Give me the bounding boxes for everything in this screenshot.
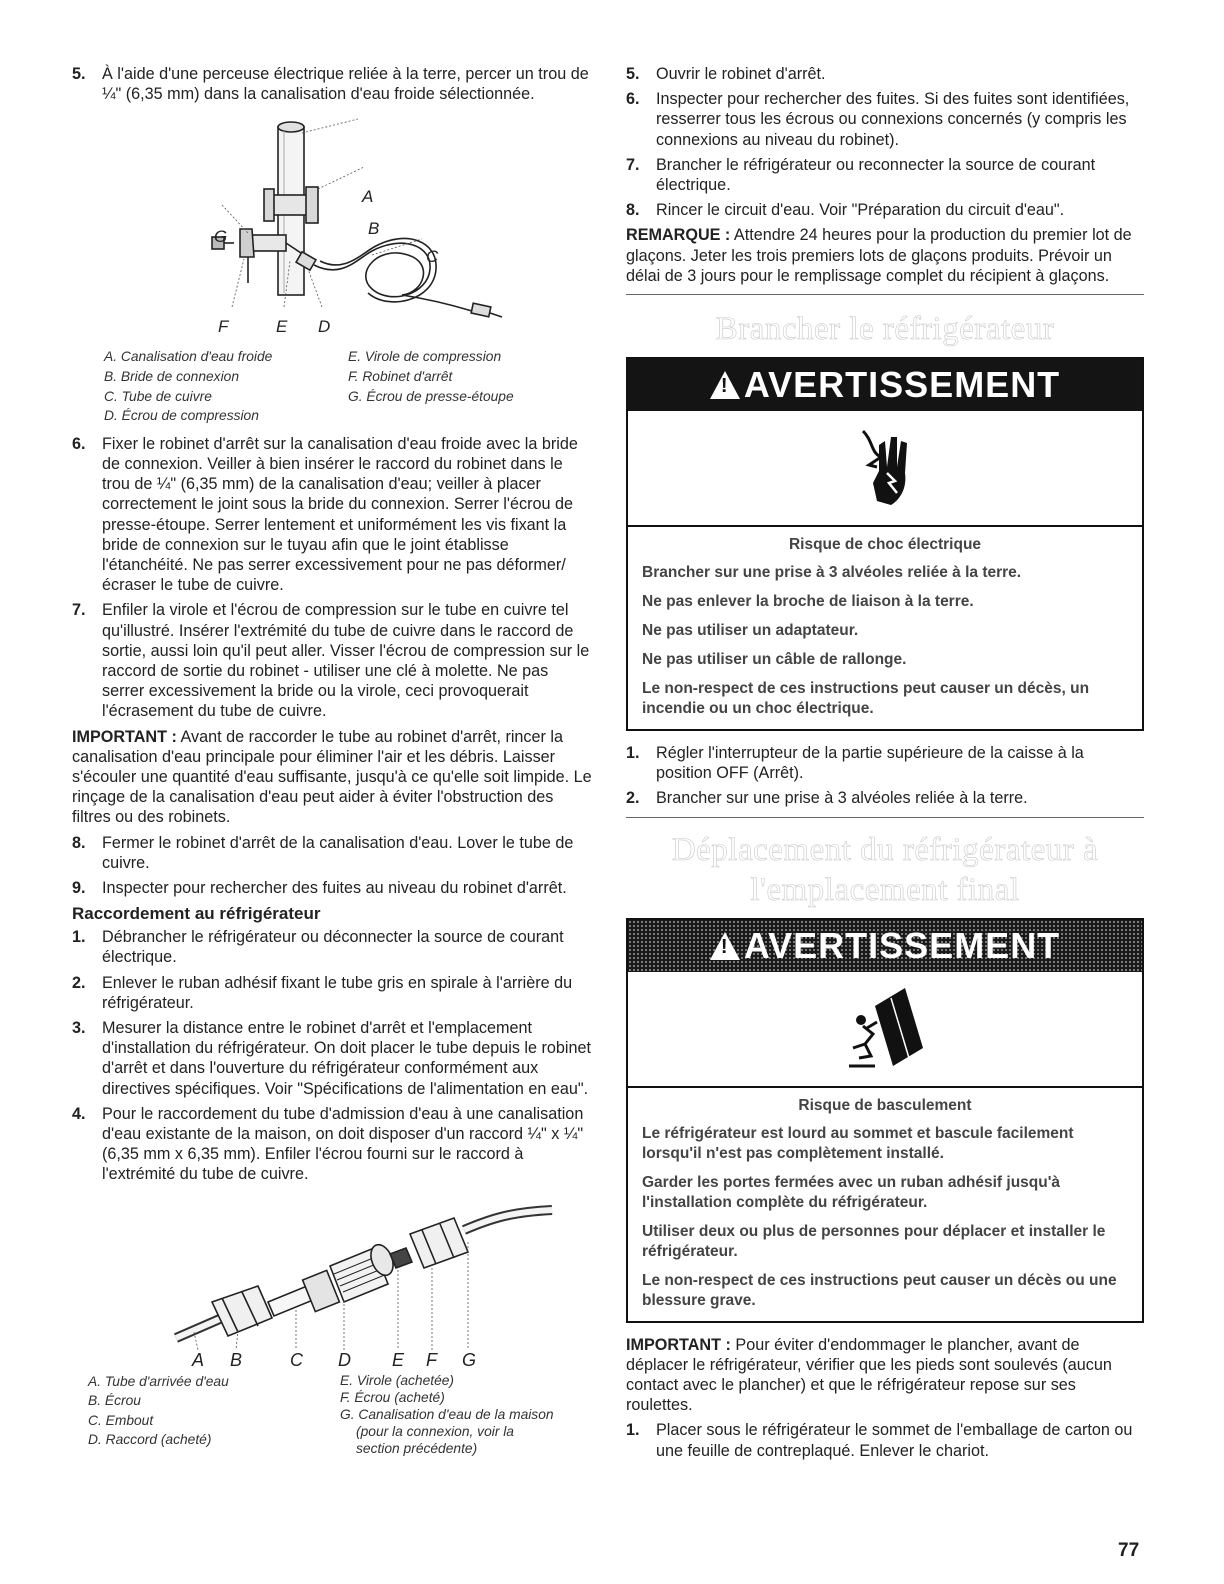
warning-box-tip-over (626, 918, 1144, 1323)
legend-item: E. Virole de compression (348, 349, 502, 365)
warning-triangle-icon (710, 371, 740, 399)
callout-d: D (318, 317, 331, 337)
warning-box-electric-shock (626, 357, 1144, 731)
remarque-label: REMARQUE : (626, 226, 731, 245)
legend-item: A. Canalisation d'eau froide (104, 349, 273, 365)
callout-d: D (338, 1349, 351, 1370)
step-text: Placer sous le réfrigérateur le sommet de l'emballage de carton ou une feuille de contreplaqué. Enlever le chariot. (656, 1421, 1133, 1460)
step-text: Fermer le robinet d'arrêt de la canalisation d'eau. Lover le tube de cuivre. (102, 833, 574, 872)
important-text: Avant de raccorder le tube au robinet d'arrêt, rincer la canalisation d'eau principale pour éliminer l'air et les débris. Laisser s'écouler une quantité d'eau suffisante, jusqu'à ce qu'elle soit limpide. Le rinçage de la canalisation d'eau peut aider à éviter l'obstruction des filtres ou des robinets. (72, 727, 592, 827)
callout-a: A (362, 187, 374, 207)
legend-item: C. Tube de cuivre (104, 388, 212, 404)
legend-item: B. Bride de connexion (104, 369, 239, 384)
warning-title: Risque de basculement (798, 1096, 972, 1114)
step-number: 1. (626, 744, 640, 763)
figure-1-legend (104, 347, 592, 425)
legend-item: A. Tube d'arrivée d'eau (88, 1373, 229, 1389)
step-text: Rincer le circuit d'eau. Voir "Préparation du circuit d'eau". (656, 201, 1065, 220)
warning-body (628, 527, 1142, 729)
fitting-illustration (72, 1190, 592, 1368)
step-number: 2. (72, 973, 86, 992)
step-number: 5. (626, 65, 640, 83)
important-note (72, 727, 592, 828)
step-text: Brancher le réfrigérateur ou reconnecter la source de courant électrique. (656, 155, 1096, 195)
legend-item: C. Embout (88, 1412, 154, 1428)
legend-item: section précédente) (356, 1440, 478, 1456)
warning-body (628, 1088, 1142, 1321)
step-number: 1. (72, 928, 86, 947)
step-7 (72, 600, 592, 721)
section-title-line: Déplacement du réfrigérateur à (671, 831, 1099, 868)
warning-title: Risque de choc électrique (788, 536, 982, 554)
step-number: 7. (72, 601, 86, 620)
important-label: IMPORTANT : (72, 727, 177, 746)
connect-step-3 (72, 1018, 592, 1099)
subsection-heading: Raccordement au réfrigérateur (72, 904, 321, 924)
step-number: 4. (72, 1104, 86, 1123)
step-number: 6. (72, 434, 86, 453)
section-divider (626, 294, 1144, 295)
step-number: 1. (626, 1421, 640, 1440)
step-text: Ouvrir le robinet d'arrêt. (656, 65, 826, 83)
step-text: À l'aide d'une perceuse électrique reliée à la terre, percer un trou de ¼" (6,35 mm) dans la canalisation d'eau froide sélectionnée. (102, 65, 589, 104)
callout-e: E (392, 1349, 405, 1370)
step-7 (626, 155, 1144, 195)
callout-b: B (368, 219, 380, 239)
warning-icon-area (628, 972, 1142, 1088)
warning-triangle-icon (710, 932, 740, 960)
warning-icon-area (628, 411, 1142, 527)
important-label: IMPORTANT : (626, 1335, 731, 1354)
step-number: 7. (626, 155, 640, 174)
warning-line: Le non-respect de ces instructions peut causer un décès, un incendie ou un choc électrique. (642, 680, 1090, 718)
fitting-figure (72, 1190, 592, 1368)
legend-item: G. Écrou de presse-étoupe (348, 388, 514, 404)
warning-line: Le réfrigérateur est lourd au sommet et bascule facilement lorsqu'il n'est pas complètement installé. (642, 1124, 1074, 1162)
warning-line: Ne pas utiliser un adaptateur. (642, 622, 859, 640)
step-number: 6. (626, 90, 640, 109)
step-text: Brancher sur une prise à 3 alvéoles reliée à la terre. (656, 789, 1028, 808)
step-text: Enlever le ruban adhésif fixant le tube gris en spirale à l'arrière du réfrigérateur. (102, 973, 573, 1012)
warning-line: Le non-respect de ces instructions peut causer un décès ou une blessure grave. (642, 1271, 1117, 1309)
callout-e: E (276, 317, 288, 337)
step-5 (72, 64, 592, 104)
step-8 (72, 833, 592, 873)
step-text: Fixer le robinet d'arrêt sur la canalisation d'eau froide avec la bride de connexion. Veiller à bien insérer le raccord du robinet dans le trou de ¼" (6,35 mm) de la canalisation d'eau; veiller à placer correctement le joint sous la bride du connexion. Serrer l'écrou de presse-étoupe. Serrer lentement et uniformément les vis fixant la bride de connexion sur le tuyau afin que le joint établisse l'étanchéité. Ne pas serrer excessivement pour ne pas déformer/écraser le tube de cuivre. (102, 434, 578, 595)
shutoff-valve-figure (72, 109, 592, 347)
right-column (626, 64, 1144, 1466)
connect-step-4 (72, 1104, 592, 1185)
shutoff-valve-illustration (72, 109, 592, 347)
warning-heading: AVERTISSEMENT (743, 364, 1061, 406)
legend-item: D. Raccord (acheté) (88, 1432, 212, 1448)
step-text: Inspecter pour rechercher des fuites au niveau du robinet d'arrêt. (102, 879, 567, 898)
step-number: 8. (72, 833, 86, 852)
left-column (72, 64, 592, 1457)
step-text: Mesurer la distance entre le robinet d'arrêt et l'emplacement d'installation du réfrigérateur. On doit placer le tube depuis le robinet d'arrêt et dans l'ouverture du réfrigérateur conformément aux directives spécifiques. Voir "Spécifications de l'alimentation en eau". (102, 1019, 592, 1098)
callout-f: F (218, 317, 229, 337)
warning-line: Garder les portes fermées avec un ruban adhésif jusqu'à l'installation complète du réfrigérateur. (642, 1173, 1061, 1211)
legend-col-left (104, 347, 348, 425)
legend-item: (pour la connexion, voir la (356, 1423, 514, 1439)
legend-item: D. Écrou de compression (104, 408, 259, 424)
step-number: 2. (626, 789, 640, 808)
warning-line: Brancher sur une prise à 3 alvéoles reliée à la terre. (642, 564, 1022, 582)
step-number: 8. (626, 201, 640, 220)
legend-item: F. Écrou (acheté) (340, 1389, 445, 1405)
step-6 (72, 434, 592, 596)
callout-f: F (426, 1349, 437, 1370)
step-6 (626, 89, 1144, 150)
step-8 (626, 200, 1144, 220)
step-text: Pour le raccordement du tube d'admission d'eau à une canalisation d'eau existante de la maison, on doit disposer d'un raccord ¼" x ¼" (6,35 mm x 6,35 mm). Enfiler l'écrou fourni sur le raccord à l'extrémité du tube de cuivre. (102, 1104, 584, 1184)
callout-g: G (462, 1349, 477, 1370)
callout-b: B (230, 1349, 243, 1370)
tip-over-icon (845, 986, 925, 1072)
page-number: 77 (1118, 1540, 1140, 1561)
step-number: 9. (72, 879, 86, 898)
step-text: Débrancher le réfrigérateur ou déconnecter la source de courant électrique. (102, 928, 564, 967)
warning-header (628, 359, 1142, 411)
plug-step-1 (626, 743, 1144, 783)
connect-step-1 (72, 927, 592, 967)
important-note (626, 1335, 1144, 1416)
move-step-1 (626, 1420, 1144, 1460)
warning-line: Ne pas utiliser un câble de rallonge. (642, 651, 907, 669)
legend-item: F. Robinet d'arrêt (348, 369, 453, 384)
remarque-note (626, 225, 1144, 286)
remarque-text: Attendre 24 heures pour la production du premier lot de glaçons. Jeter les trois premiers lots de glaçons produits. Prévoir un délai de 3 jours pour le remplissage complet du récipient à glaçons. (626, 226, 1132, 285)
callout-c: C (290, 1349, 303, 1370)
section-title-moving (626, 830, 1144, 910)
step-5 (626, 64, 1144, 84)
legend-item: B. Écrou (88, 1393, 141, 1409)
section-title-plug-in: Brancher le réfrigérateur (715, 311, 1055, 348)
section-divider (626, 817, 1144, 818)
legend-item: G. Canalisation d'eau de la maison (340, 1406, 554, 1422)
legend-col-right (348, 347, 592, 425)
electric-shock-icon (855, 427, 915, 509)
step-number: 5. (72, 65, 86, 83)
legend-col-left (88, 1372, 340, 1457)
warning-line: Utiliser deux ou plus de personnes pour déplacer et installer le réfrigérateur. (642, 1222, 1106, 1260)
step-text: Inspecter pour rechercher des fuites. Si des fuites sont identifiées, resserrer tous les écrous ou connexions concernés (y compris les connexions au niveau du robinet). (656, 90, 1130, 149)
warning-heading: AVERTISSEMENT (743, 924, 1061, 966)
section-title-line: l'emplacement final (750, 871, 1020, 908)
callout-g: G (214, 227, 228, 247)
figure-2-legend (88, 1372, 592, 1457)
step-number: 3. (72, 1019, 86, 1038)
warning-line: Ne pas enlever la broche de liaison à la terre. (642, 593, 974, 611)
warning-header (628, 920, 1142, 972)
step-9 (72, 878, 592, 898)
legend-col-right (340, 1372, 592, 1457)
step-text: Enfiler la virole et l'écrou de compression sur le tube en cuivre tel qu'illustré. Insérer l'extrémité du tube de cuivre dans le raccord de sortie, aussi loin qu'il peut aller. Visser l'écrou de compression sur le raccord de sortie du robinet - utiliser une clé à molette. Ne pas serrer excessivement la bride ou la virole, ceci provoquerait l'écrasement du tube de cuivre. (102, 601, 590, 721)
connect-step-2 (72, 973, 592, 1013)
legend-item: E. Virole (achetée) (340, 1372, 455, 1388)
important-text: Pour éviter d'endommager le plancher, avant de déplacer le réfrigérateur, vérifier que les pieds sont soulevés (aucun contact avec le plancher) et que le réfrigérateur repose sur ses roulettes. (626, 1335, 1112, 1415)
plug-step-2 (626, 788, 1144, 808)
callout-a: A (192, 1349, 205, 1370)
callout-c: C (426, 247, 439, 267)
step-text: Régler l'interrupteur de la partie supérieure de la caisse à la position OFF (Arrêt). (656, 744, 1084, 783)
